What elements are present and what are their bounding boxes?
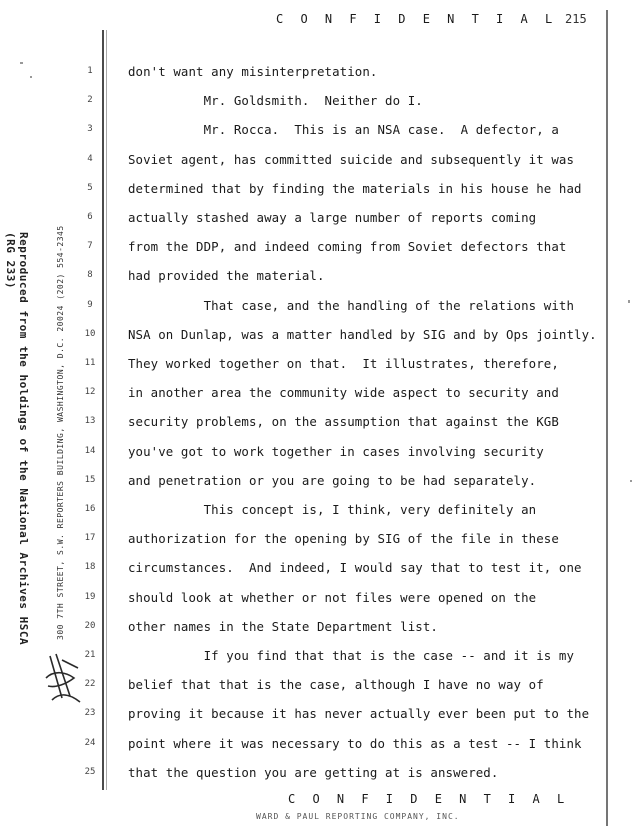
line-number: 4 xyxy=(87,153,93,164)
transcript-line: other names in the State Department list. xyxy=(128,618,438,634)
confidential-footer: C O N F I D E N T I A L xyxy=(288,792,570,806)
line-number: 9 xyxy=(87,299,93,310)
line-number: 7 xyxy=(87,241,93,252)
left-margin-rule-inner xyxy=(106,30,107,790)
line-number: 19 xyxy=(84,591,96,602)
line-number: 21 xyxy=(84,650,96,660)
line-number: 20 xyxy=(84,620,96,631)
line-number: 18 xyxy=(84,562,96,573)
line-number: 23 xyxy=(84,708,96,719)
transcript-line: don't want any misinterpretation. xyxy=(128,64,378,79)
transcript-line: They worked together on that. It illustrates, therefore, xyxy=(128,356,559,371)
transcript-line: had provided the material. xyxy=(128,268,325,284)
line-number: 11 xyxy=(84,358,96,368)
transcript-line: from the DDP, and indeed coming from Soviet defectors that xyxy=(128,239,567,255)
handwritten-initials xyxy=(40,648,86,708)
transcript-line: If you find that that is the case -- and it is my xyxy=(128,648,575,663)
transcript-line: circumstances. And indeed, I would say that to test it, one xyxy=(128,560,582,576)
transcript-line: belief that that is the case, although I have no way of xyxy=(128,677,544,693)
transcript-line: determined that by finding the materials in his house he had xyxy=(128,180,582,196)
scan-speck xyxy=(30,76,32,78)
line-number: 14 xyxy=(84,445,96,456)
transcript-line: NSA on Dunlap, was a matter handled by SIG and by Ops jointly. xyxy=(128,326,597,342)
line-number: 17 xyxy=(84,533,96,544)
line-number: 6 xyxy=(87,212,93,222)
transcript-line: point where it was necessary to do this as a test -- I think xyxy=(128,735,582,751)
line-number: 25 xyxy=(84,766,96,777)
transcript-line: Mr. Goldsmith. Neither do I. xyxy=(128,93,423,109)
line-number: 15 xyxy=(84,474,96,485)
left-margin-rule xyxy=(102,30,104,790)
transcript-line: actually stashed away a large number of reports coming xyxy=(128,210,537,225)
right-margin-rule xyxy=(606,10,608,826)
confidential-header: C O N F I D E N T I A L xyxy=(276,12,558,26)
line-number: 3 xyxy=(87,124,93,135)
line-number: 2 xyxy=(87,95,93,106)
transcript-line: proving it because it has never actually ever been put to the xyxy=(128,706,590,722)
scan-speck xyxy=(628,300,630,303)
line-number: 24 xyxy=(84,737,96,748)
line-number: 13 xyxy=(84,416,96,427)
line-number: 22 xyxy=(84,679,96,690)
archive-provenance-note: Reproduced from the holdings of the National Archives HSCA (RG 233) xyxy=(4,232,30,646)
scan-speck xyxy=(630,480,632,482)
transcript-line: Soviet agent, has committed suicide and subsequently it was xyxy=(128,151,575,167)
transcript-line: authorization for the opening by SIG of the file in these xyxy=(128,531,559,547)
transcript-line: security problems, on the assumption that against the KGB xyxy=(128,414,559,430)
transcript-line: Mr. Rocca. This is an NSA case. A defector, a xyxy=(128,122,559,138)
transcript-line: in another area the community wide aspect to security and xyxy=(128,385,559,401)
transcript-line: that the question you are getting at is answered. xyxy=(128,764,499,780)
line-number: 8 xyxy=(87,270,93,281)
line-number: 10 xyxy=(84,328,96,339)
transcript-line: That case, and the handling of the relations with xyxy=(128,297,575,313)
scan-speck xyxy=(20,62,23,64)
reporter-address-line: 300 7TH STREET, S.W. REPORTERS BUILDING, WASHINGTON, D.C. 20024 (202) 554-2345 xyxy=(56,225,65,640)
transcript-line: and penetration or you are going to be had separately. xyxy=(128,472,537,488)
transcript-line: you've got to work together in cases involving security xyxy=(128,443,544,459)
transcript-line: This concept is, I think, very definitely an xyxy=(128,502,537,517)
line-number: 12 xyxy=(84,387,96,398)
line-number: 5 xyxy=(87,182,93,193)
transcript-line: should look at whether or not files were opened on the xyxy=(128,589,537,605)
reporting-company: WARD & PAUL REPORTING COMPANY, INC. xyxy=(256,812,460,821)
line-number: 1 xyxy=(87,66,93,76)
page-number: 215 xyxy=(565,12,587,26)
line-number: 16 xyxy=(84,504,96,514)
